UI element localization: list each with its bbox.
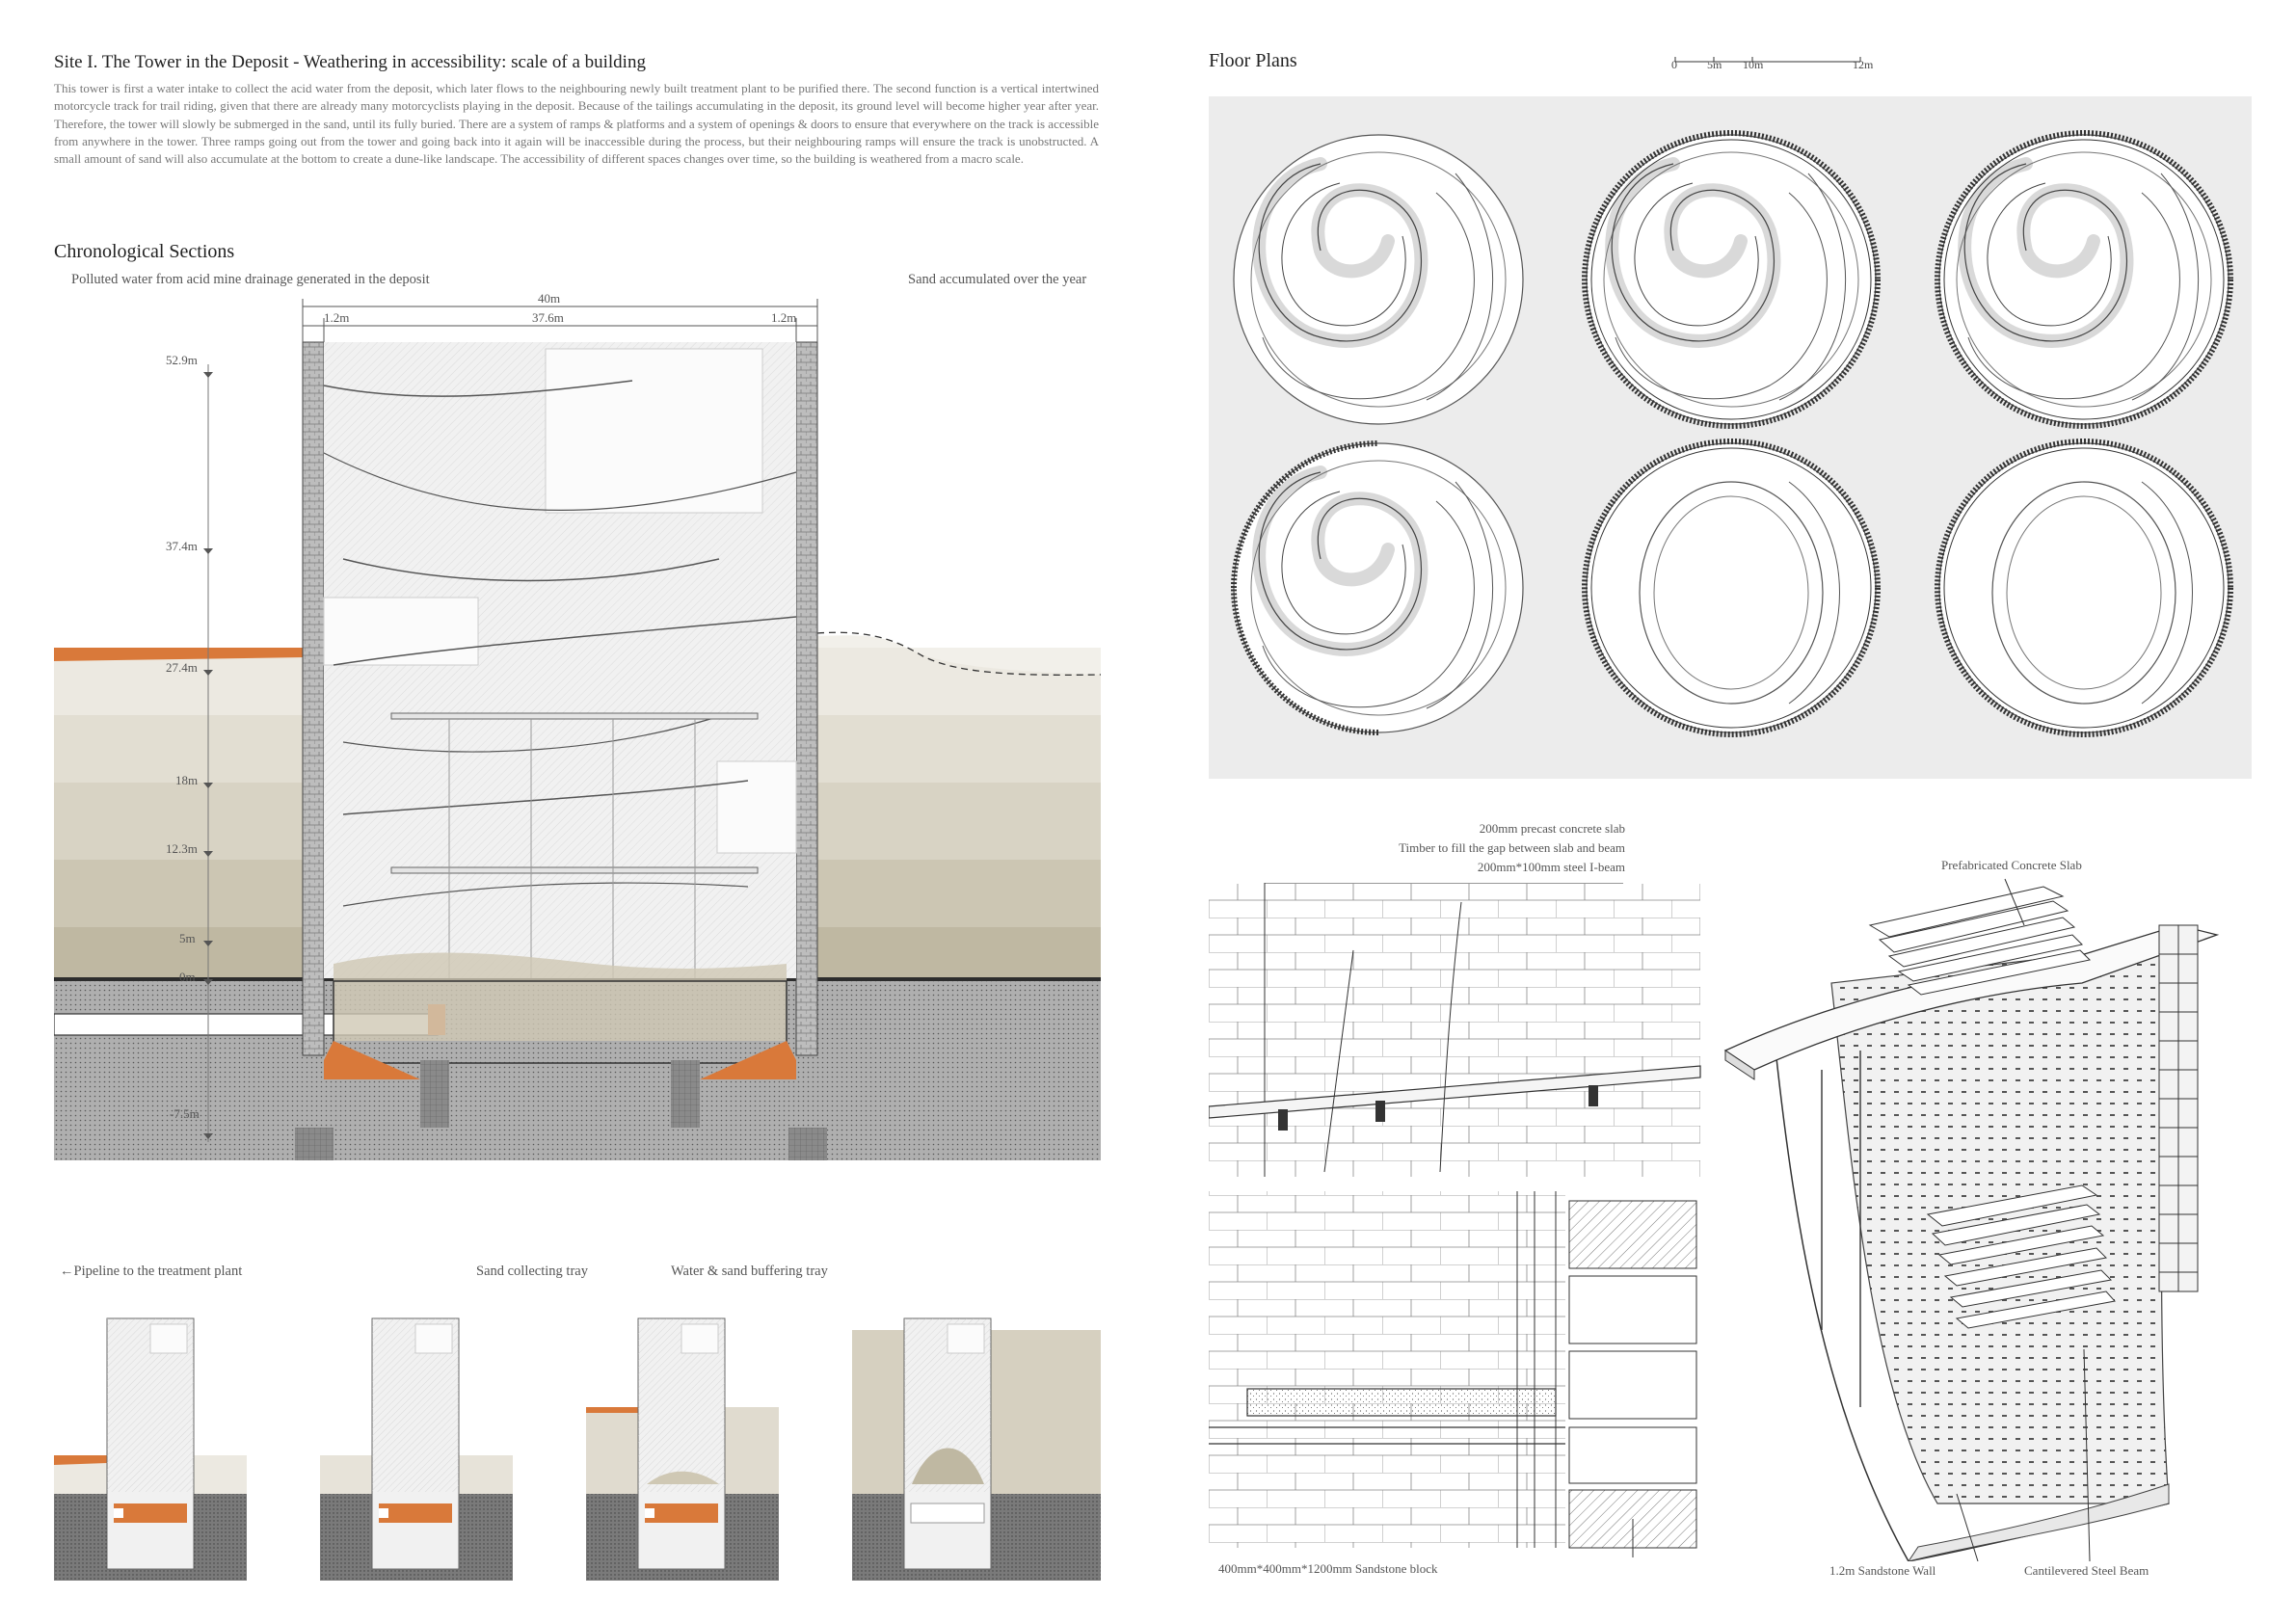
floor-plan-5 bbox=[1585, 441, 1878, 734]
detail-label-slab: 200mm precast concrete slab bbox=[1479, 821, 1625, 836]
detail-ibeam-1 bbox=[1278, 1109, 1288, 1131]
detail-label-block: 400mm*400mm*1200mm Sandstone block bbox=[1218, 1561, 1438, 1576]
tower-wall-left bbox=[303, 342, 324, 1055]
floor-plan-3 bbox=[1937, 133, 2230, 426]
floor-plan-1 bbox=[1234, 135, 1523, 424]
level-label-0: 0m bbox=[179, 970, 196, 984]
level-label-18: 18m bbox=[175, 773, 199, 787]
dim-wall-right-label: 1.2m bbox=[771, 310, 797, 325]
floor-plans-drawing bbox=[1209, 96, 2252, 779]
scale-label-5m: 5m bbox=[1707, 58, 1722, 71]
dim-inner-label: 37.6m bbox=[532, 310, 564, 325]
page-title: Site I. The Tower in the Deposit - Weathering in accessibility: scale of a building bbox=[54, 52, 646, 72]
detail-label-timber: Timber to fill the gap between slab and beam bbox=[1399, 840, 1625, 855]
sections-title: Chronological Sections bbox=[54, 241, 235, 262]
axo-label-wall: 1.2m Sandstone Wall bbox=[1829, 1563, 1936, 1578]
platform-upper bbox=[391, 713, 758, 719]
tower-box-mid bbox=[324, 598, 478, 665]
dim-wall-left-label: 1.2m bbox=[324, 310, 350, 325]
dim-total-label: 40m bbox=[538, 291, 561, 306]
level-label-5: 5m bbox=[179, 931, 196, 945]
tower-box-side bbox=[717, 761, 796, 853]
level-label-52-9: 52.9m bbox=[166, 353, 198, 367]
small-section-1 bbox=[54, 1318, 247, 1581]
tower-box-upper bbox=[546, 349, 762, 513]
floor-plan-6 bbox=[1937, 441, 2230, 734]
floor-plan-2 bbox=[1585, 133, 1878, 426]
note-sand-accumulated: Sand accumulated over the year bbox=[908, 272, 1087, 287]
level-label-12-3: 12.3m bbox=[166, 841, 198, 856]
level-label-minus-7-5: -7.5m bbox=[170, 1106, 200, 1121]
detail-label-beam: 200mm*100mm steel I-beam bbox=[1477, 860, 1625, 874]
scale-label-10m: 10m bbox=[1743, 58, 1764, 71]
small-section-3 bbox=[586, 1318, 779, 1581]
axo-label-beam: Cantilevered Steel Beam bbox=[2024, 1563, 2149, 1578]
floor-plans-title: Floor Plans bbox=[1209, 50, 1297, 71]
label-water-tray: Water & sand buffering tray bbox=[671, 1264, 828, 1279]
floor-plan-4 bbox=[1234, 443, 1523, 732]
label-sand-tray: Sand collecting tray bbox=[476, 1264, 588, 1279]
label-pipeline: ←Pipeline to the treatment plant bbox=[60, 1264, 243, 1279]
small-section-4 bbox=[852, 1318, 1101, 1581]
level-label-37-4: 37.4m bbox=[166, 539, 198, 553]
detail-upper-wall bbox=[1209, 883, 1700, 1177]
small-sections-row bbox=[54, 1311, 1101, 1581]
scale-label-0: 0 bbox=[1671, 58, 1677, 71]
detail-slab-section bbox=[1247, 1389, 1556, 1416]
axonometric-drawing bbox=[1716, 867, 2256, 1561]
axo-label-slab: Prefabricated Concrete Slab bbox=[1941, 858, 2082, 872]
detail-ibeam-3 bbox=[1589, 1085, 1598, 1106]
platform-lower bbox=[391, 867, 758, 873]
main-section-drawing bbox=[54, 289, 1101, 1253]
level-label-27-4: 27.4m bbox=[166, 660, 198, 675]
tower-wall-right bbox=[796, 342, 817, 1055]
note-polluted-water: Polluted water from acid mine drainage generated in the deposit bbox=[71, 272, 430, 287]
project-description: This tower is first a water intake to collect the acid water from the deposit, which later flows to the neighbouring newly built treatment plant to be purified there. The second function is a vertical intertwined motorcycle track for trail riding, given that there are already many motorcyclists playing in the deposit. Because of the tailings accumulating in the deposit, its ground level will become higher year after year. Therefore, the tower will slowly be submerged in the sand, until its fully buried. There are a system of ramps & platforms and a system of openings & doors to ensure that everywhere on the track is accessible from anywhere in the tower. Three ramps going out from the tower and going back into it again will be inaccessible during the process, but their neighbouring ramps will ensure the track is unobstructed. A small amount of sand will also accumulate at the bottom to create a dune-like landscape. The accessibility of different spaces changes over time, so the building is weathered from a macro scale. bbox=[54, 81, 1099, 167]
detail-ibeam-2 bbox=[1375, 1101, 1385, 1122]
small-section-2 bbox=[320, 1318, 513, 1581]
scale-label-12m: 12m bbox=[1853, 58, 1874, 71]
construction-detail-drawing bbox=[1209, 883, 1710, 1567]
